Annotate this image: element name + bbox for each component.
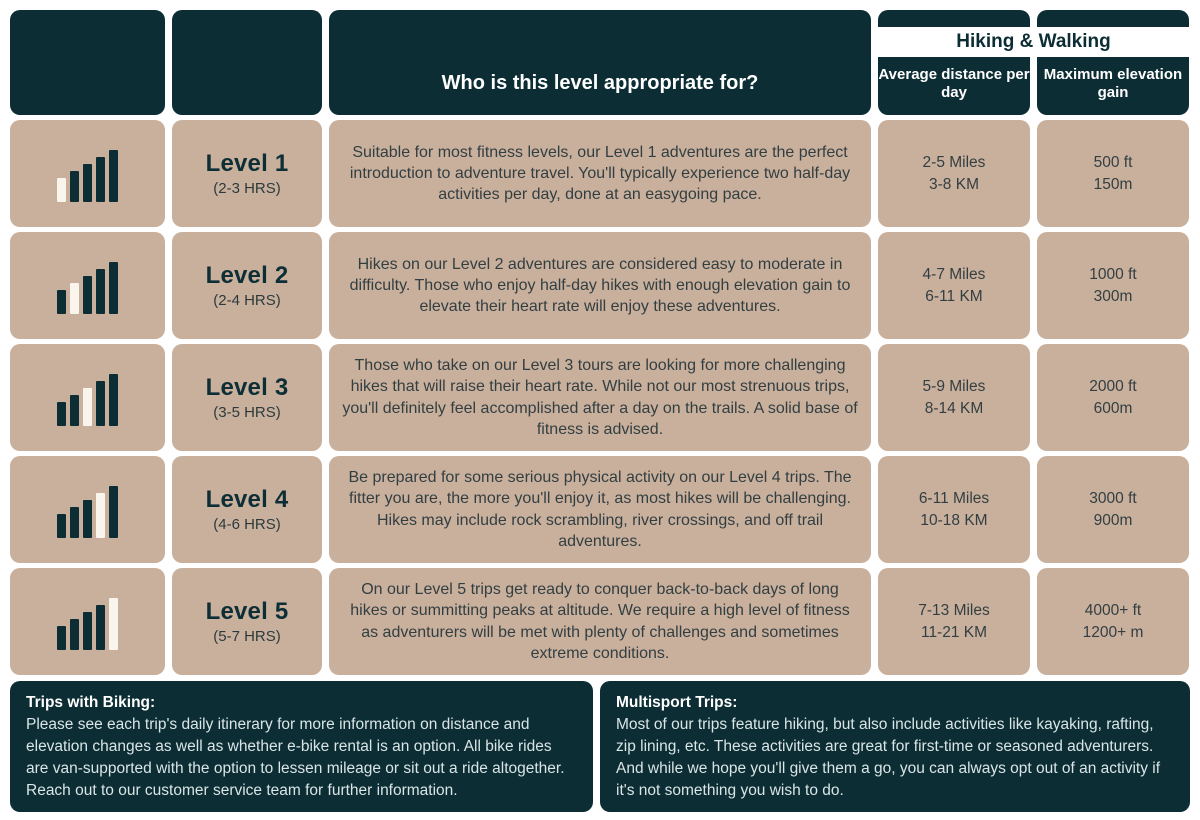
elevation-ft: 1000 ft	[1089, 266, 1137, 284]
multisport-note-body: Most of our trips feature hiking, but also include activities like kayaking, rafting, zip lining, etc. These activities are great for first-time or seasoned adventurers. And while we hope you'll give them a go, you can always opt out of an activity if it's not something you wish to do.	[616, 716, 1161, 799]
elevation-column-label: Maximum elevation gain	[1043, 65, 1183, 102]
multisport-note	[600, 681, 1190, 812]
level-hours: (3-5 HRS)	[213, 404, 281, 421]
bar-1	[57, 626, 66, 650]
header-level-spacer	[172, 10, 322, 115]
level-bars-icon	[57, 594, 118, 650]
bar-2	[70, 507, 79, 538]
footnotes	[10, 681, 1190, 812]
table-row-level4-description-cell	[329, 456, 871, 563]
elevation-m: 900m	[1093, 511, 1133, 529]
table-row-level2-icon-cell	[10, 232, 165, 339]
level-bars-icon	[57, 258, 118, 314]
level-description: Those who take on our Level 3 tours are looking for more challenging hikes that will raise their heart rate. While not our most strenuous trips, you'll definitely feel accomplished after a day on the trails. A solid base of fitness is advised.	[342, 356, 858, 438]
level-name: Level 5	[205, 598, 289, 625]
distance-km: 3-8 KM	[929, 175, 979, 193]
levels-table	[10, 10, 1189, 675]
bar-3	[83, 388, 92, 426]
elevation-m: 150m	[1093, 175, 1133, 193]
distance-km: 8-14 KM	[924, 399, 984, 417]
elevation-ft: 500 ft	[1093, 154, 1133, 172]
bar-5	[109, 486, 118, 538]
elevation-ft: 3000 ft	[1089, 490, 1137, 508]
table-row-level1-distance-cell	[878, 120, 1030, 227]
table-row-level3-icon-cell	[10, 344, 165, 451]
distance-miles: 5-9 Miles	[922, 378, 986, 396]
level-description: Suitable for most fitness levels, our Level 1 adventures are the perfect introduction to adventure travel. You'll typically experience two half-day activities per day, done at an easygoing pace.	[349, 143, 851, 204]
table-row-level1-name-cell	[172, 120, 322, 227]
level-bars-icon	[57, 370, 118, 426]
distance-miles: 7-13 Miles	[918, 602, 990, 620]
level-hours: (2-4 HRS)	[213, 292, 281, 309]
elevation-ft: 2000 ft	[1089, 378, 1137, 396]
biking-note-body: Please see each trip's daily itinerary for more information on distance and elevation changes as well as whether e-bike rental is an option. All bike rides are van-supported with the option to lessen mileage or sit out a ride altogether. Reach out to our customer service team for further information.	[26, 716, 565, 799]
hiking-walking-band	[878, 27, 1200, 57]
bar-4	[96, 157, 105, 202]
table-row-level5-elevation-cell	[1037, 568, 1189, 675]
bar-5	[109, 598, 118, 650]
table-row-level4-name-cell	[172, 456, 322, 563]
distance-miles: 2-5 Miles	[922, 154, 986, 172]
bar-4	[96, 381, 105, 426]
table-row-level2-distance-cell	[878, 232, 1030, 339]
level-description: On our Level 5 trips get ready to conquer back-to-back days of long hikes or summitting peaks at altitude. We require a high level of fitness as adventurers will be met with plenty of challenges and sometimes extreme conditions.	[350, 580, 850, 662]
bar-3	[83, 500, 92, 538]
level-name: Level 4	[205, 486, 289, 513]
bar-1	[57, 402, 66, 426]
distance-miles: 6-11 Miles	[918, 490, 990, 508]
level-hours: (4-6 HRS)	[213, 516, 281, 533]
level-bars-icon	[57, 482, 118, 538]
level-description: Hikes on our Level 2 adventures are considered easy to moderate in difficulty. Those who enjoy half-day hikes with enough elevation gain to elevate their heart rate will enjoy these adventures.	[349, 255, 851, 316]
table-row-level1-icon-cell	[10, 120, 165, 227]
level-bars-icon	[57, 146, 118, 202]
bar-4	[96, 605, 105, 650]
table-row-level2-description-cell	[329, 232, 871, 339]
hiking-walking-title: Hiking & Walking	[956, 31, 1111, 52]
bar-1	[57, 178, 66, 202]
header-who-cell	[329, 10, 871, 115]
table-row-level3-name-cell	[172, 344, 322, 451]
bar-1	[57, 514, 66, 538]
table-row-level1-description-cell	[329, 120, 871, 227]
elevation-ft: 4000+ ft	[1084, 602, 1142, 620]
table-row-level5-description-cell	[329, 568, 871, 675]
bar-5	[109, 374, 118, 426]
bar-3	[83, 612, 92, 650]
level-hours: (5-7 HRS)	[213, 628, 281, 645]
bar-1	[57, 290, 66, 314]
biking-note-title: Trips with Biking:	[26, 694, 156, 711]
header-elevation-cell	[1037, 10, 1189, 115]
table-row-level5-icon-cell	[10, 568, 165, 675]
biking-note	[10, 681, 593, 812]
level-description: Be prepared for some serious physical activity on our Level 4 trips. The fitter you are, the more you'll enjoy it, as most hikes will be challenging. Hikes may include rock scrambling, river crossings, and off trail adventures.	[348, 468, 852, 550]
distance-miles: 4-7 Miles	[922, 266, 986, 284]
bar-4	[96, 493, 105, 538]
bar-4	[96, 269, 105, 314]
bar-3	[83, 276, 92, 314]
elevation-m: 1200+ m	[1082, 623, 1144, 641]
distance-km: 6-11 KM	[925, 287, 983, 305]
level-name: Level 1	[205, 150, 289, 177]
bar-2	[70, 283, 79, 314]
level-hours: (2-3 HRS)	[213, 180, 281, 197]
table-row-level1-elevation-cell	[1037, 120, 1189, 227]
elevation-m: 600m	[1093, 399, 1133, 417]
bar-3	[83, 164, 92, 202]
table-row-level3-elevation-cell	[1037, 344, 1189, 451]
bar-2	[70, 171, 79, 202]
bar-2	[70, 619, 79, 650]
table-row-level3-description-cell	[329, 344, 871, 451]
table-row-level2-elevation-cell	[1037, 232, 1189, 339]
level-name: Level 3	[205, 374, 289, 401]
bar-2	[70, 395, 79, 426]
header-distance-cell	[878, 10, 1030, 115]
table-row-level2-name-cell	[172, 232, 322, 339]
table-row-level3-distance-cell	[878, 344, 1030, 451]
header-icon-spacer	[10, 10, 165, 115]
bar-5	[109, 150, 118, 202]
table-row-level5-distance-cell	[878, 568, 1030, 675]
elevation-m: 300m	[1093, 287, 1133, 305]
table-row-level4-distance-cell	[878, 456, 1030, 563]
who-title: Who is this level appropriate for?	[441, 72, 759, 94]
level-name: Level 2	[205, 262, 289, 289]
distance-column-label: Average distance per day	[878, 65, 1030, 102]
table-row-level5-name-cell	[172, 568, 322, 675]
distance-km: 11-21 KM	[920, 623, 988, 641]
bar-5	[109, 262, 118, 314]
distance-km: 10-18 KM	[920, 511, 988, 529]
table-row-level4-elevation-cell	[1037, 456, 1189, 563]
multisport-note-title: Multisport Trips:	[616, 694, 738, 711]
table-row-level4-icon-cell	[10, 456, 165, 563]
